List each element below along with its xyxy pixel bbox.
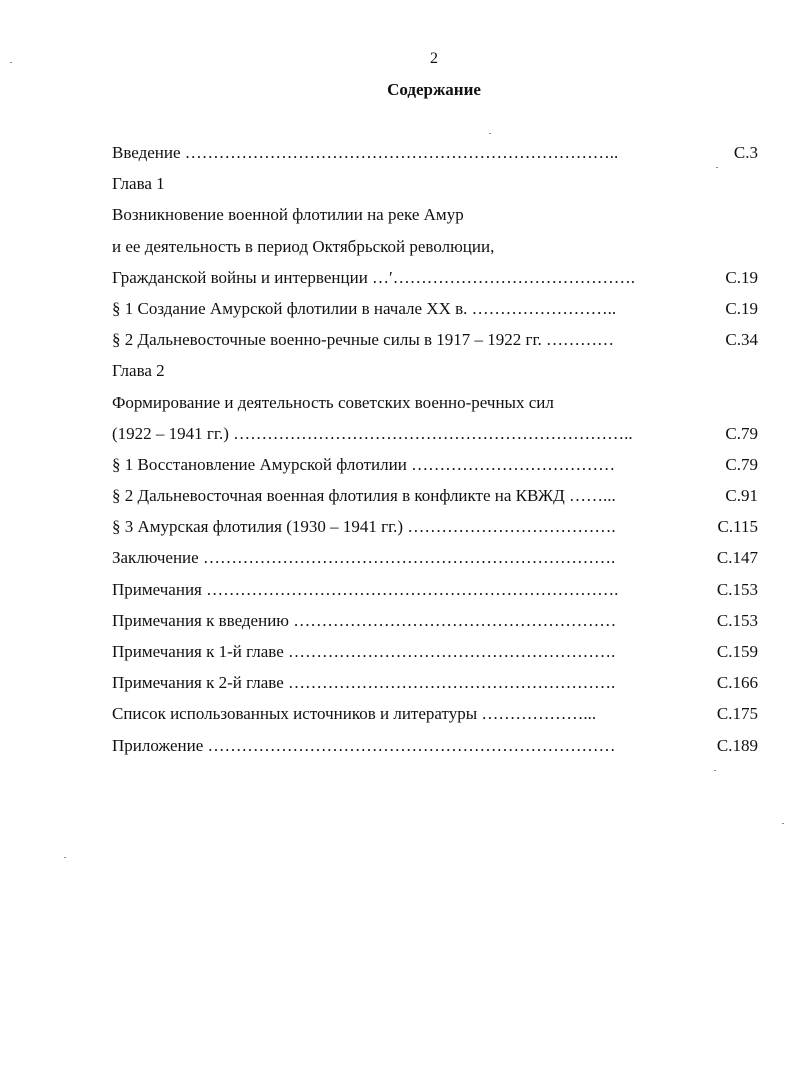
toc-entry-page: С.147 [716, 548, 758, 568]
toc-chapter-1-section-2 [112, 327, 758, 358]
toc-entry-title: Гражданской войны и интервенции …′……………………………………. [112, 267, 636, 287]
toc-entry-page: С.3 [733, 143, 758, 162]
toc-entry-page: С.19 [725, 298, 758, 318]
toc-entry-notes [112, 577, 758, 608]
toc-entry-title: Глава 2 [112, 361, 165, 381]
toc-entry-conclusion [112, 545, 758, 576]
scan-speck [489, 133, 491, 134]
toc-entry-page: С.79 [725, 454, 758, 474]
scan-speck [782, 823, 784, 824]
toc-entry-page: С.189 [716, 735, 758, 755]
toc-entry-notes-chapter-1 [112, 639, 758, 670]
toc-chapter-2-section-1 [112, 452, 758, 483]
toc-entry-title: Заключение ………………………………………………………………. [112, 548, 616, 568]
toc-entry-page: С.34 [725, 330, 758, 350]
toc-chapter-2-title-line-2 [112, 421, 758, 452]
scan-speck [716, 167, 718, 168]
toc-entry-title: Формирование и деятельность советских военно-речных сил [112, 392, 554, 412]
toc-entry-title: Примечания к 1-й главе …………………………………………………. [112, 642, 616, 661]
toc-entry-page: С.159 [716, 642, 758, 661]
toc-chapter-1-heading [112, 171, 758, 202]
toc-entry-page: С.91 [725, 486, 758, 506]
toc-entry-notes-introduction [112, 608, 758, 639]
page-number: 2 [430, 50, 438, 67]
toc-entry-introduction [112, 140, 758, 171]
toc-entry-page: С.153 [716, 579, 758, 599]
toc-chapter-2-section-2 [112, 483, 758, 514]
toc-entry-title: § 2 Дальневосточные военно-речные силы в 1917 – 1922 гг. ………… [112, 330, 615, 350]
toc-entry-title: § 1 Создание Амурской флотилии в начале XX в. …………………….. [112, 298, 617, 318]
toc-chapter-2-section-3 [112, 514, 758, 545]
toc-entry-title: Введение ………………………………………………………………….. [112, 143, 619, 162]
toc-entry-page: С.153 [716, 610, 758, 630]
toc-entry-title: Примечания ………………………………………………………………. [112, 579, 619, 599]
toc-chapter-1-title-line-1 [112, 202, 758, 233]
toc-chapter-2-title-line-1 [112, 390, 758, 421]
table-of-contents [112, 140, 758, 764]
page-title: Содержание [387, 80, 481, 99]
toc-entry-title: § 2 Дальневосточная военная флотилия в конфликте на КВЖД ……... [112, 486, 616, 506]
toc-chapter-2-heading [112, 358, 758, 389]
toc-entry-title: Приложение ……………………………………………………………… [112, 735, 616, 755]
toc-entry-title: § 1 Восстановление Амурской флотилии ……………………………… [112, 454, 616, 474]
toc-entry-page: С.175 [716, 704, 758, 724]
toc-entry-title: Глава 1 [112, 174, 165, 194]
toc-entry-page: С.19 [725, 267, 758, 287]
toc-entry-page: С.166 [716, 673, 758, 693]
scan-speck [714, 770, 716, 771]
toc-entry-title: (1922 – 1941 гг.) …………………………………………………………….. [112, 423, 633, 443]
toc-chapter-1-section-1 [112, 296, 758, 327]
scan-speck [10, 62, 12, 63]
toc-entry-title: Примечания к введению ………………………………………………… [112, 610, 617, 630]
toc-entry-title: и ее деятельность в период Октябрьской революции, [112, 236, 495, 256]
toc-entry-appendix [112, 733, 758, 764]
toc-entry-sources [112, 701, 758, 732]
toc-entry-notes-chapter-2 [112, 670, 758, 701]
toc-entry-title: Возникновение военной флотилии на реке Амур [112, 205, 464, 225]
toc-entry-title: Список использованных источников и литературы ………………... [112, 704, 597, 724]
scan-speck [64, 857, 66, 858]
toc-entry-title: Примечания к 2-й главе …………………………………………………. [112, 673, 616, 693]
toc-chapter-1-title-line-2 [112, 234, 758, 265]
toc-chapter-1-title-line-3 [112, 265, 758, 296]
toc-entry-page: С.115 [717, 517, 758, 537]
toc-entry-title: § 3 Амурская флотилия (1930 – 1941 гг.) ………………………………. [112, 517, 616, 537]
toc-entry-page: С.79 [725, 423, 758, 443]
